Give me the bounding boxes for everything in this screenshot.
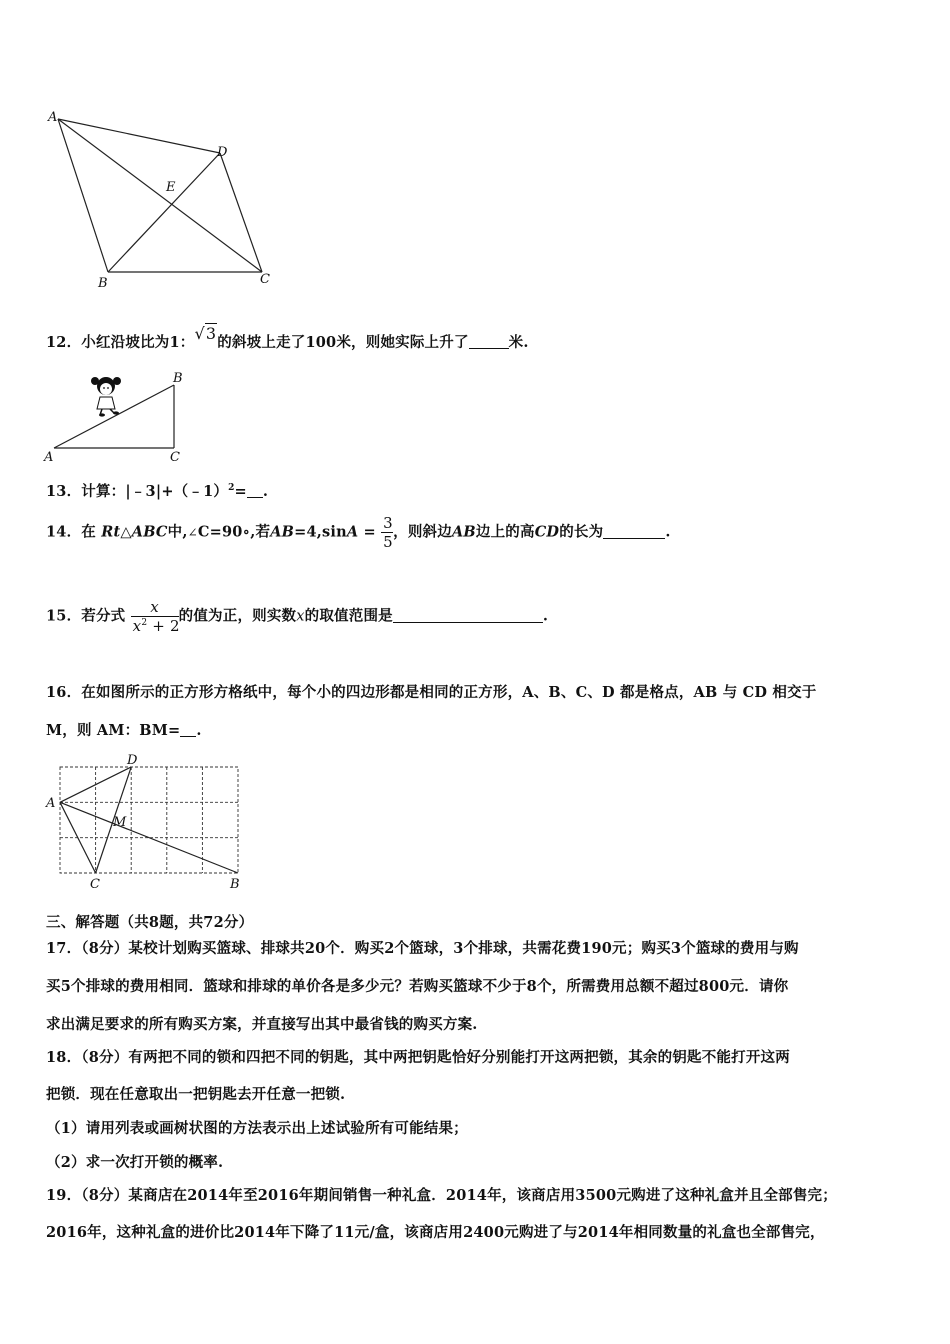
grid-label-a: A [46, 796, 56, 811]
q12-text-before: 小红沿坡比为1： [81, 334, 195, 351]
q15-var: x [296, 608, 305, 625]
segment-ba [58, 119, 108, 272]
segment-dc [220, 153, 262, 272]
question-18-line2: 把锁．现在任意取出一把钥匙去开任意一把锁. [46, 1086, 346, 1103]
question-16-line2 [46, 719, 202, 740]
question-18-line1: 18．（8分）有两把不同的锁和四把不同的钥匙，其中两把钥匙恰好分别能打开这两把锁，其余的钥匙不能打开这两 [46, 1049, 790, 1066]
question-17-line3: 求出满足要求的所有购买方案，并直接写出其中最省钱的购买方案. [46, 1016, 478, 1033]
question-12 [46, 324, 529, 352]
slope-label-b: B [173, 371, 183, 386]
q14-t2: 中, [167, 523, 188, 541]
diagonal-ac [58, 119, 262, 272]
question-15 [46, 598, 548, 635]
q14-t7: 边上的高 [475, 523, 535, 541]
slope-label-c: C [170, 450, 180, 465]
q14-frac-den: 5 [383, 533, 393, 551]
grid-label-c: C [90, 877, 100, 892]
q15-frac-den [131, 616, 179, 635]
q15-frac-num: x [150, 598, 159, 616]
section-3-title: 三、解答题（共8题，共72分） [46, 914, 254, 931]
q14-triangle: △ABC [120, 523, 168, 541]
question-17-line2: 买5个排球的费用相同．篮球和排球的单价各是多少元？若购买篮球不少于8个，所需费用总额不超过800元．请你 [46, 978, 789, 995]
q15-den-rest: + 2 [147, 617, 180, 635]
q15-answer-blank[interactable] [393, 608, 543, 623]
q14-t3: C=90∘,若 [197, 523, 271, 541]
q15-number: 15． [46, 607, 82, 625]
q12-text-end: 米. [508, 334, 529, 351]
q13-number: 13． [46, 483, 82, 500]
q14-t8: 的长为 [559, 523, 604, 541]
q14-angle: ∠ [187, 525, 198, 540]
question-16-line1: 16．在如图所示的正方形方格纸中，每个小的四边形都是相同的正方形，A、B、C、D 都是格点，AB 与 CD 相交于 [46, 684, 817, 701]
label-d: D [217, 145, 228, 160]
grid-lines [60, 767, 238, 873]
grid-label-b: B [230, 877, 240, 892]
q13-text: 计算：|﹣3|+（﹣1） [81, 483, 229, 500]
q14-answer-blank[interactable] [603, 524, 665, 539]
q13-end: . [262, 483, 269, 500]
q14-end: . [665, 523, 671, 541]
q15-den-x: x [132, 617, 142, 635]
label-e: E [166, 180, 176, 195]
q15-t2: 的值为正，则实数 [178, 607, 297, 625]
q14-t6: ，则斜边 [393, 523, 452, 541]
girl-icon [91, 377, 121, 417]
q14-number: 14． [46, 523, 82, 541]
question-13 [46, 480, 268, 501]
q13-answer-blank[interactable] [247, 483, 263, 498]
q12-number: 12． [46, 334, 82, 351]
q16-answer-blank[interactable] [180, 722, 196, 737]
quadrilateral-figure [40, 105, 280, 295]
q14-rt: Rt [101, 523, 121, 541]
q14-t4: =4,sin [294, 523, 347, 541]
q12-sqrt-value: 3 [205, 324, 217, 343]
label-b: B [98, 276, 108, 291]
grid-figure [40, 750, 250, 895]
q12-text-after: 的斜坡上走了100米，则她实际上升了 [217, 334, 469, 351]
label-a: A [48, 110, 58, 125]
q14-t5: = [358, 523, 382, 541]
question-18-sub2: （2）求一次打开锁的概率. [46, 1154, 224, 1171]
q14-ab2: AB [451, 523, 476, 541]
q14-a: A [346, 523, 359, 541]
q15-t1: 若分式 [81, 607, 126, 625]
q13-exponent: 2 [228, 483, 235, 494]
slope-figure [40, 365, 210, 465]
q12-answer-blank[interactable] [469, 334, 509, 349]
q16-text: M，则 AM：BM= [46, 722, 181, 739]
question-19-line1: 19．（8分）某商店在2014年至2016年期间销售一种礼盒．2014年，该商店用3500元购进了这种礼盒并且全部售完； [46, 1187, 837, 1204]
q15-t3: 的取值范围是 [304, 607, 393, 625]
slope-ab [54, 385, 174, 448]
grid-label-d: D [127, 753, 138, 768]
q14-ab: AB [270, 523, 295, 541]
segment-ad [58, 119, 220, 153]
q14-frac-num: 3 [383, 514, 393, 532]
q12-sqrt: √3 [194, 324, 217, 343]
q15-fraction [131, 598, 179, 635]
q15-den-exponent: 2 [141, 618, 148, 628]
question-17-line1: 17．（8分）某校计划购买篮球、排球共20个．购买2个篮球，3个排球，共需花费190元；购买3个篮球的费用与购 [46, 940, 799, 957]
diagonal-bd [108, 153, 220, 272]
question-18-sub1: （1）请用列表或画树状图的方法表示出上述试验所有可能结果； [46, 1120, 468, 1137]
grid-label-m: M [113, 815, 127, 830]
question-19-line2: 2016年，这种礼盒的进价比2014年下降了11元/盒，该商店用2400元购进了与2014年相同数量的礼盒也全部售完， [46, 1224, 825, 1241]
q14-fraction [381, 514, 393, 551]
label-c: C [260, 272, 270, 287]
slope-label-a: A [44, 450, 54, 465]
q13-equals: = [234, 483, 247, 500]
q15-end: . [542, 607, 549, 625]
question-14 [46, 514, 671, 551]
q14-cd: CD [534, 523, 560, 541]
q16-end: . [196, 722, 202, 739]
q14-t1: 在 [81, 523, 96, 541]
